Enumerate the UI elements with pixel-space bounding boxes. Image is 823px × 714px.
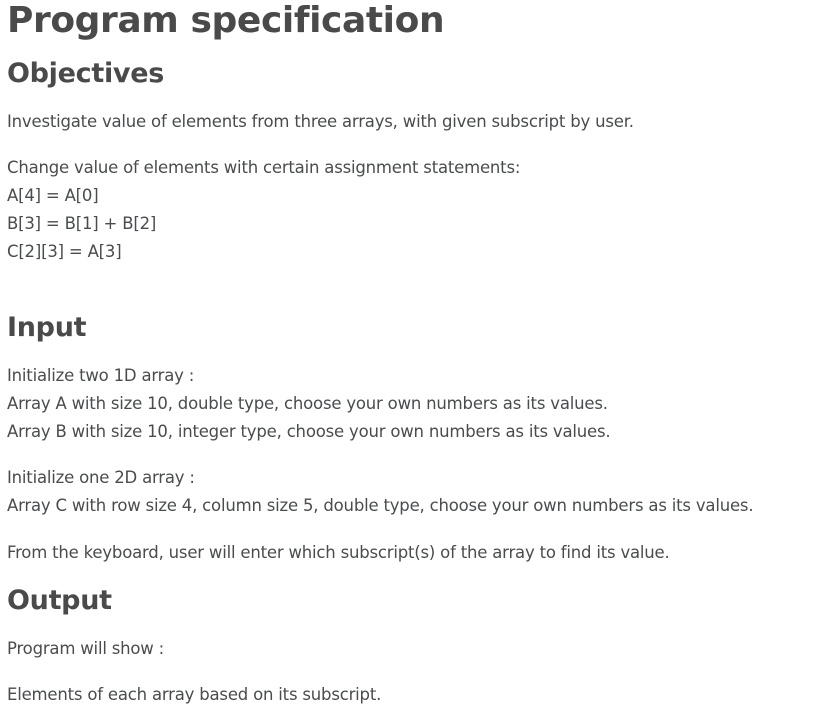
page-title: Program specification [7,0,445,41]
input-heading: Input [7,312,87,343]
output-detail: Elements of each array based on its subscript. [7,685,382,704]
output-intro: Program will show : [7,639,165,658]
change-intro: Change value of elements with certain assignment statements: [7,158,521,177]
assignment-statement: A[4] = A[0] [7,186,99,205]
array-b-description: Array B with size 10, integer type, choose your own numbers as its values. [7,422,611,441]
output-heading: Output [7,585,112,616]
one-d-array-intro: Initialize two 1D array : [7,366,195,385]
objectives-heading: Objectives [7,58,164,89]
assignment-statement: B[3] = B[1] + B[2] [7,214,157,233]
keyboard-input-description: From the keyboard, user will enter which subscript(s) of the array to find its value. [7,543,670,562]
assignment-statement: C[2][3] = A[3] [7,242,122,261]
two-d-array-intro: Initialize one 2D array : [7,468,195,487]
array-c-description: Array C with row size 4, column size 5, double type, choose your own numbers as its values. [7,496,754,515]
objectives-intro: Investigate value of elements from three arrays, with given subscript by user. [7,112,634,131]
array-a-description: Array A with size 10, double type, choose your own numbers as its values. [7,394,608,413]
